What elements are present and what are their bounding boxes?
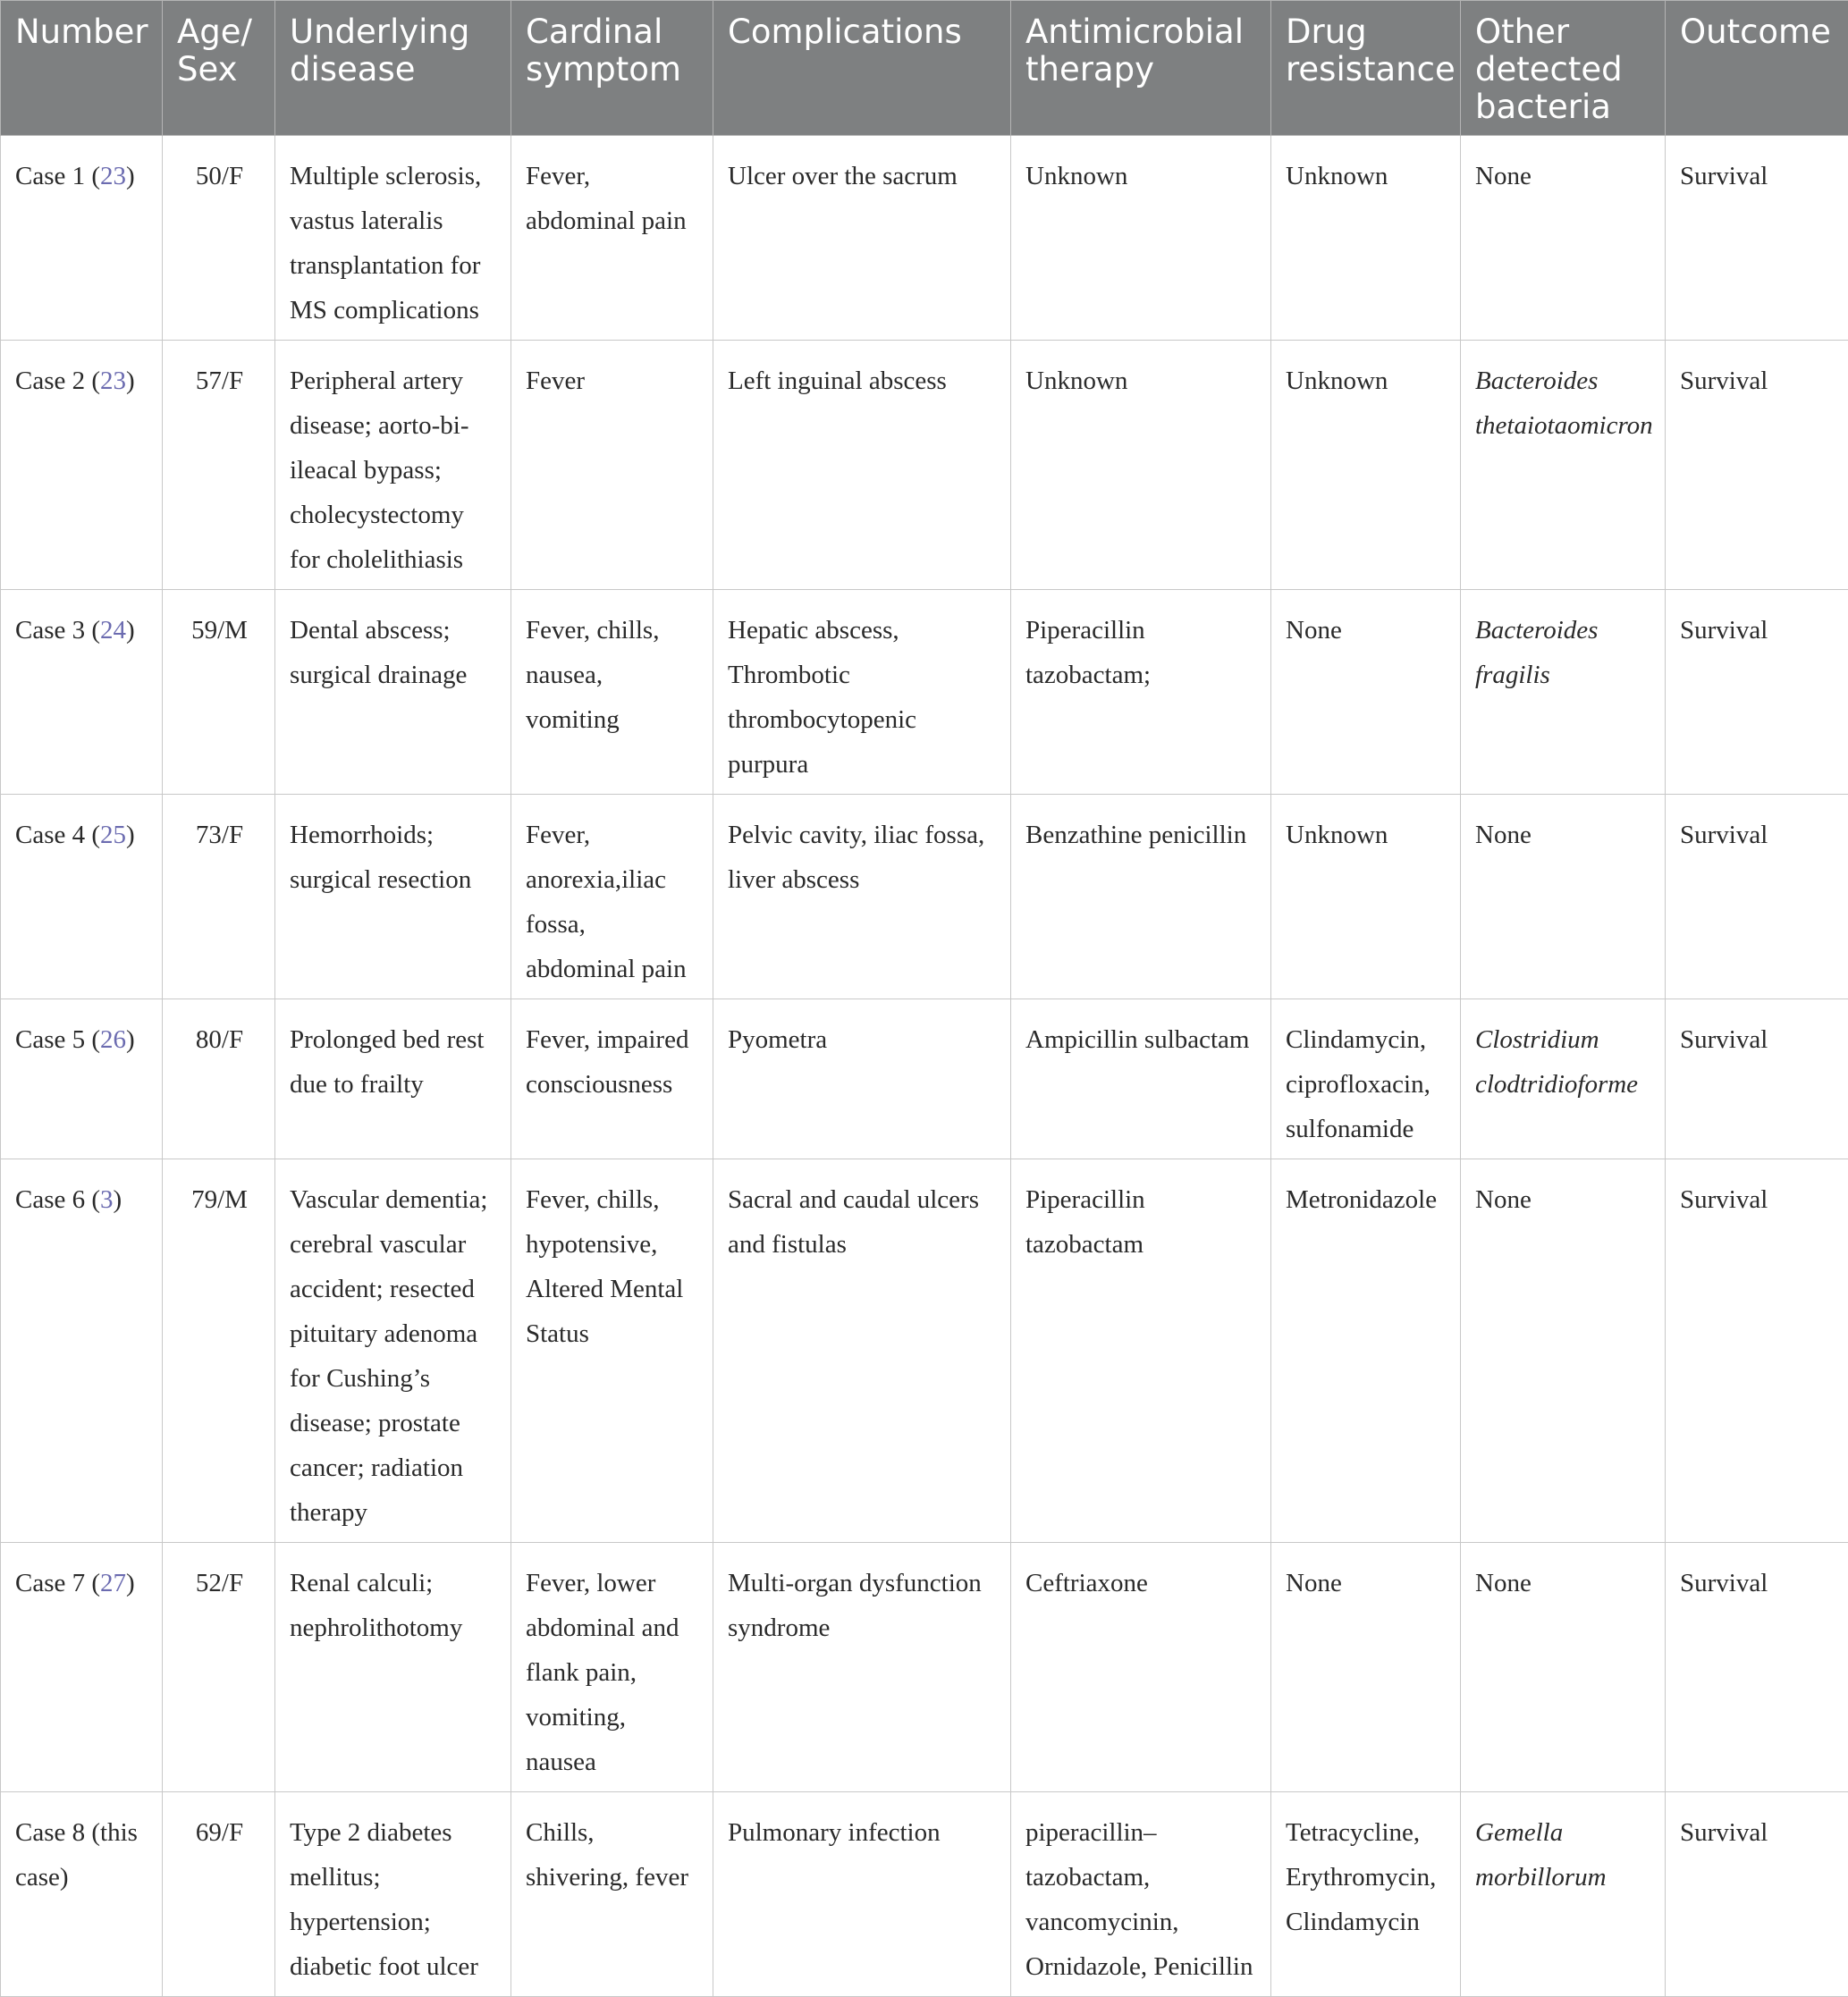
cell-outcome	[1666, 1792, 1848, 1997]
outcome-value: Survival	[1680, 1818, 1768, 1847]
cell-cardinal-symptom	[511, 341, 713, 590]
table-header	[1, 1, 1848, 136]
age-sex-value: 79/M	[191, 1185, 248, 1214]
table-row	[1, 590, 1848, 795]
outcome-value: Survival	[1680, 821, 1768, 849]
case-label: Case 7	[15, 1569, 85, 1597]
table-row	[1, 1159, 1848, 1543]
cardinal-symptom-value: Fever, chills, nausea, vomiting	[526, 616, 659, 734]
outcome-value: Survival	[1680, 1185, 1768, 1214]
cell-drug-resistance	[1271, 795, 1461, 999]
reference-link: 23	[100, 162, 126, 190]
underlying-disease-value: Renal calculi; nephrolithotomy	[290, 1569, 462, 1642]
cell-underlying-disease	[275, 1792, 511, 1997]
cell-underlying-disease	[275, 1159, 511, 1543]
other-bacteria-value: None	[1475, 162, 1532, 190]
other-bacteria-value: None	[1475, 1185, 1532, 1214]
cell-drug-resistance	[1271, 1159, 1461, 1543]
complications-value: Multi-organ dysfunction syndrome	[728, 1569, 982, 1642]
cell-underlying-disease	[275, 136, 511, 341]
table-row	[1, 341, 1848, 590]
underlying-disease-value: Hemorrhoids; surgical resection	[290, 821, 471, 894]
resistance-value: Clindamycin, ciprofloxacin, sulfonamide	[1286, 1025, 1430, 1143]
cell-outcome	[1666, 1543, 1848, 1792]
cell-age-sex	[163, 1159, 275, 1543]
age-sex-value: 57/F	[196, 367, 243, 395]
table-row	[1, 136, 1848, 341]
header-row	[1, 1, 1848, 136]
cardinal-symptom-value: Chills, shivering, fever	[526, 1818, 688, 1892]
case-label: Case 5	[15, 1025, 85, 1054]
case-label: Case 8 (this case)	[15, 1818, 138, 1892]
case-label: Case 2	[15, 367, 85, 395]
therapy-value: Unknown	[1025, 162, 1127, 190]
cardinal-symptom-value: Fever, abdominal pain	[526, 162, 687, 235]
cell-antimicrobial-therapy	[1011, 1543, 1271, 1792]
cell-age-sex	[163, 136, 275, 341]
table-row	[1, 999, 1848, 1159]
cardinal-symptom-value: Fever, lower abdominal and flank pain, vomiting, nausea	[526, 1569, 679, 1776]
complications-value: Pyometra	[728, 1025, 827, 1054]
cell-antimicrobial-therapy	[1011, 1792, 1271, 1997]
therapy-value: piperacillin–tazobactam, vancomycinin, Ornidazole, Penicillin	[1025, 1818, 1253, 1981]
cell-age-sex	[163, 1792, 275, 1997]
cell-age-sex	[163, 1543, 275, 1792]
underlying-disease-value: Prolonged bed rest due to frailty	[290, 1025, 484, 1099]
cell-age-sex	[163, 795, 275, 999]
cell-cardinal-symptom	[511, 136, 713, 341]
complications-value: Left inguinal abscess	[728, 367, 947, 395]
cell-other-bacteria	[1461, 590, 1666, 795]
cell-cardinal-symptom	[511, 590, 713, 795]
cell-other-bacteria	[1461, 1543, 1666, 1792]
case-label: Case 6	[15, 1185, 85, 1214]
cell-underlying-disease	[275, 795, 511, 999]
cell-outcome	[1666, 999, 1848, 1159]
cell-drug-resistance	[1271, 590, 1461, 795]
complications-value: Pelvic cavity, iliac fossa, liver abscess	[728, 821, 984, 894]
cell-outcome	[1666, 341, 1848, 590]
outcome-value: Survival	[1680, 1025, 1768, 1054]
therapy-value: Piperacillin tazobactam	[1025, 1185, 1145, 1259]
header-cardinal-symptom: Cardinal symptom	[511, 1, 713, 136]
cell-complications	[713, 590, 1011, 795]
age-sex-value: 59/M	[191, 616, 248, 645]
case-label: Case 1	[15, 162, 85, 190]
cell-outcome	[1666, 1159, 1848, 1543]
reference-link: 27	[100, 1569, 126, 1597]
table-body	[1, 136, 1848, 1997]
cell-number: Case 7 (27)	[1, 1543, 163, 1792]
cell-antimicrobial-therapy	[1011, 999, 1271, 1159]
cell-age-sex	[163, 999, 275, 1159]
header-underlying-disease: Underlying disease	[275, 1, 511, 136]
cell-underlying-disease	[275, 1543, 511, 1792]
age-sex-value: 80/F	[196, 1025, 243, 1054]
other-bacteria-value: None	[1475, 821, 1532, 849]
underlying-disease-value: Peripheral artery disease; aorto-bi-ileacal bypass; cholecystectomy for cholelithiasis	[290, 367, 469, 574]
cell-drug-resistance	[1271, 341, 1461, 590]
cell-other-bacteria	[1461, 341, 1666, 590]
underlying-disease-value: Multiple sclerosis, vastus lateralis transplantation for MS complications	[290, 162, 481, 324]
cell-number: Case 1 (23)	[1, 136, 163, 341]
cell-antimicrobial-therapy	[1011, 1159, 1271, 1543]
outcome-value: Survival	[1680, 1569, 1768, 1597]
reference-link: 25	[100, 821, 126, 849]
resistance-value: Unknown	[1286, 821, 1388, 849]
reference-link: 24	[100, 616, 126, 645]
cell-outcome	[1666, 590, 1848, 795]
resistance-value: Unknown	[1286, 162, 1388, 190]
table-row	[1, 795, 1848, 999]
cell-number: Case 3 (24)	[1, 590, 163, 795]
case-label: Case 4	[15, 821, 85, 849]
header-antimicrobial-therapy: Antimicrobial therapy	[1011, 1, 1271, 136]
table-row	[1, 1792, 1848, 1997]
therapy-value: Ceftriaxone	[1025, 1569, 1148, 1597]
outcome-value: Survival	[1680, 162, 1768, 190]
resistance-value: Metronidazole	[1286, 1185, 1437, 1214]
cell-complications	[713, 1159, 1011, 1543]
cell-underlying-disease	[275, 590, 511, 795]
age-sex-value: 52/F	[196, 1569, 243, 1597]
therapy-value: Unknown	[1025, 367, 1127, 395]
cell-number: Case 4 (25)	[1, 795, 163, 999]
cell-number: Case 5 (26)	[1, 999, 163, 1159]
cell-age-sex	[163, 341, 275, 590]
cell-number: Case 2 (23)	[1, 341, 163, 590]
resistance-value: Tetracycline, Erythromycin, Clindamycin	[1286, 1818, 1436, 1936]
header-outcome: Outcome	[1666, 1, 1848, 136]
header-drug-resistance: Drug resistance	[1271, 1, 1461, 136]
cell-other-bacteria	[1461, 136, 1666, 341]
reference-link: 23	[100, 367, 126, 395]
cell-drug-resistance	[1271, 1792, 1461, 1997]
cell-complications	[713, 136, 1011, 341]
header-complications: Complications	[713, 1, 1011, 136]
cell-age-sex	[163, 590, 275, 795]
cell-cardinal-symptom	[511, 1792, 713, 1997]
resistance-value: None	[1286, 616, 1342, 645]
cell-antimicrobial-therapy	[1011, 136, 1271, 341]
cell-antimicrobial-therapy	[1011, 590, 1271, 795]
reference-link: 26	[100, 1025, 126, 1054]
underlying-disease-value: Type 2 diabetes mellitus; hypertension; diabetic foot ulcer	[290, 1818, 478, 1981]
complications-value: Sacral and caudal ulcers and fistulas	[728, 1185, 979, 1259]
table-row	[1, 1543, 1848, 1792]
header-number: Number	[1, 1, 163, 136]
cell-antimicrobial-therapy	[1011, 795, 1271, 999]
other-bacteria-value: None	[1475, 1569, 1532, 1597]
outcome-value: Survival	[1680, 367, 1768, 395]
cell-cardinal-symptom	[511, 999, 713, 1159]
case-label: Case 3	[15, 616, 85, 645]
complications-value: Ulcer over the sacrum	[728, 162, 958, 190]
cardinal-symptom-value: Fever, anorexia,iliac fossa, abdominal pain	[526, 821, 687, 983]
cell-cardinal-symptom	[511, 1543, 713, 1792]
age-sex-value: 69/F	[196, 1818, 243, 1847]
cardinal-symptom-value: Fever, chills, hypotensive, Altered Mental Status	[526, 1185, 683, 1348]
other-bacteria-value: Clostridium clodtridioforme	[1475, 1025, 1638, 1099]
underlying-disease-value: Dental abscess; surgical drainage	[290, 616, 467, 689]
cell-cardinal-symptom	[511, 1159, 713, 1543]
cell-number	[1, 1792, 163, 1997]
header-age-sex: Age/ Sex	[163, 1, 275, 136]
cardinal-symptom-value: Fever, impaired consciousness	[526, 1025, 688, 1099]
complications-value: Pulmonary infection	[728, 1818, 941, 1847]
cell-other-bacteria	[1461, 999, 1666, 1159]
other-bacteria-value: Gemella morbillorum	[1475, 1818, 1607, 1892]
age-sex-value: 50/F	[196, 162, 243, 190]
cell-drug-resistance	[1271, 999, 1461, 1159]
cell-complications	[713, 1543, 1011, 1792]
cell-other-bacteria	[1461, 1792, 1666, 1997]
reference-link: 3	[100, 1185, 114, 1214]
age-sex-value: 73/F	[196, 821, 243, 849]
underlying-disease-value: Vascular dementia; cerebral vascular accident; resected pituitary adenoma for Cushing’s disease; prostate cancer; radiation therapy	[290, 1185, 487, 1527]
cardinal-symptom-value: Fever	[526, 367, 585, 395]
cell-complications	[713, 999, 1011, 1159]
outcome-value: Survival	[1680, 616, 1768, 645]
cell-complications	[713, 1792, 1011, 1997]
cell-drug-resistance	[1271, 1543, 1461, 1792]
cell-cardinal-symptom	[511, 795, 713, 999]
other-bacteria-value: Bacteroides thetaiotaomicron	[1475, 367, 1653, 440]
resistance-value: None	[1286, 1569, 1342, 1597]
cell-complications	[713, 795, 1011, 999]
cell-outcome	[1666, 136, 1848, 341]
cell-underlying-disease	[275, 341, 511, 590]
therapy-value: Ampicillin sulbactam	[1025, 1025, 1249, 1054]
cell-antimicrobial-therapy	[1011, 341, 1271, 590]
resistance-value: Unknown	[1286, 367, 1388, 395]
complications-value: Hepatic abscess, Thrombotic thrombocytopenic purpura	[728, 616, 916, 779]
therapy-value: Piperacillin tazobactam;	[1025, 616, 1151, 689]
cell-other-bacteria	[1461, 1159, 1666, 1543]
cell-drug-resistance	[1271, 136, 1461, 341]
other-bacteria-value: Bacteroides fragilis	[1475, 616, 1598, 689]
cell-outcome	[1666, 795, 1848, 999]
cell-other-bacteria	[1461, 795, 1666, 999]
cell-complications	[713, 341, 1011, 590]
therapy-value: Benzathine penicillin	[1025, 821, 1246, 849]
cell-number: Case 6 (3)	[1, 1159, 163, 1543]
cell-underlying-disease	[275, 999, 511, 1159]
header-other-detected-bacteria: Other detected bacteria	[1461, 1, 1666, 136]
